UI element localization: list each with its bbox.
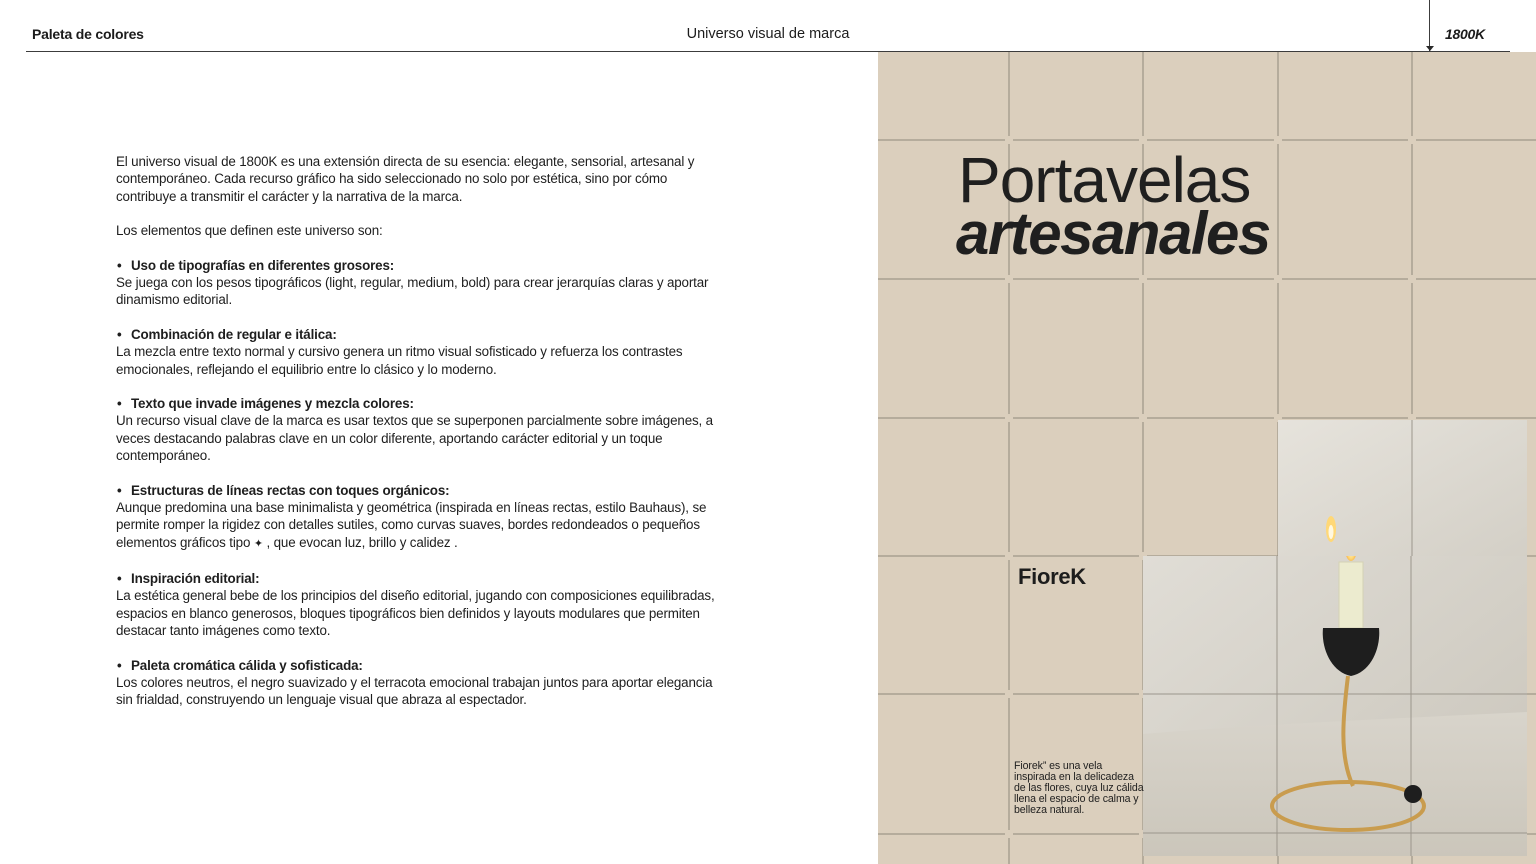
page-header xyxy=(0,0,1536,52)
body-text xyxy=(116,153,728,709)
product-panel xyxy=(878,52,1536,864)
bullet-text: Los colores neutros, el negro suavizado y el terracota emocional trabajan juntos para aportar elegancia sin frialdad, construyendo un lenguaje visual que abraza al espectador. xyxy=(116,674,713,708)
bullet-text: Aunque predomina una base minimalista y geométrica (inspirada en líneas rectas, estilo Bauhaus), se permite romper la rigidez con detalles sutiles, como curvas suaves, bordes redondeados o pequeños elementos gráficos tipo ✦ , que evocan luz, brillo y calidez . xyxy=(116,499,707,550)
intro-paragraph: El universo visual de 1800K es una extensión directa de su esencia: elegante, sensorial, artesanal y contemporáneo. Cada recurso gráfico ha sido seleccionado no solo por estética, sino por cómo contribuye a transmitir el carácter y la narrativa de la marca. xyxy=(116,154,695,204)
product-photo-top xyxy=(1278,420,1527,560)
page-title: Universo visual de marca xyxy=(686,26,850,42)
bullet-text: Un recurso visual clave de la marca es usar textos que se superponen parcialmente sobre imágenes, a veces destacando palabras clave en un color diferente, aportando carácter editorial y un toque contemporáneo. xyxy=(116,413,713,464)
bullet-text: La estética general bebe de los principios del diseño editorial, jugando con composiciones equilibradas, espacios en blanco generosos, bloques tipográficos bien definidos y layouts modulares que permiten destacar tanto imágenes como texto. xyxy=(116,588,715,639)
candle-flame-icon xyxy=(1324,512,1338,542)
bullet-heading: • Estructuras de líneas rectas con toques orgánicos: xyxy=(116,482,728,499)
bullet-heading: • Combinación de regular e itálica: xyxy=(116,326,728,343)
bullet-heading: • Inspiración editorial: xyxy=(116,570,728,587)
lead-paragraph: Los elementos que definen este universo son: xyxy=(116,223,383,239)
panel-title xyxy=(956,144,1270,267)
section-label: Paleta de colores xyxy=(32,26,144,42)
bullet-text: La mezcla entre texto normal y cursivo genera un ritmo visual sofisticado y refuerza los contrastes emocionales, reflejando el equilibrio entre lo clásico y lo moderno. xyxy=(116,344,683,377)
bullet-heading: • Uso de tipografías en diferentes grosores: xyxy=(116,257,728,274)
divider-marker-icon xyxy=(1426,46,1434,51)
bullet-heading: • Paleta cromática cálida y sofisticada: xyxy=(116,657,728,674)
title-line-italic: artesanales xyxy=(956,200,1270,267)
header-vertical-divider xyxy=(1429,0,1430,51)
sparkle-icon: ✦ xyxy=(253,537,263,550)
bullet-heading: • Texto que invade imágenes y mezcla colores: xyxy=(116,395,728,412)
bullet-text: Se juega con los pesos tipográficos (light, regular, medium, bold) para crear jerarquías claras y aportar dinamismo editorial. xyxy=(116,275,709,308)
brand-name: 1800K xyxy=(1445,26,1485,42)
product-caption: Fiorek” es una vela inspirada en la delicadeza de las flores, cuya luz cálida llena el espacio de calma y belleza natural. xyxy=(1014,760,1144,816)
title-line-regular: Portavelas xyxy=(958,144,1251,216)
candle-holder-photo xyxy=(1143,556,1527,856)
product-name: FioreK xyxy=(1018,564,1086,589)
